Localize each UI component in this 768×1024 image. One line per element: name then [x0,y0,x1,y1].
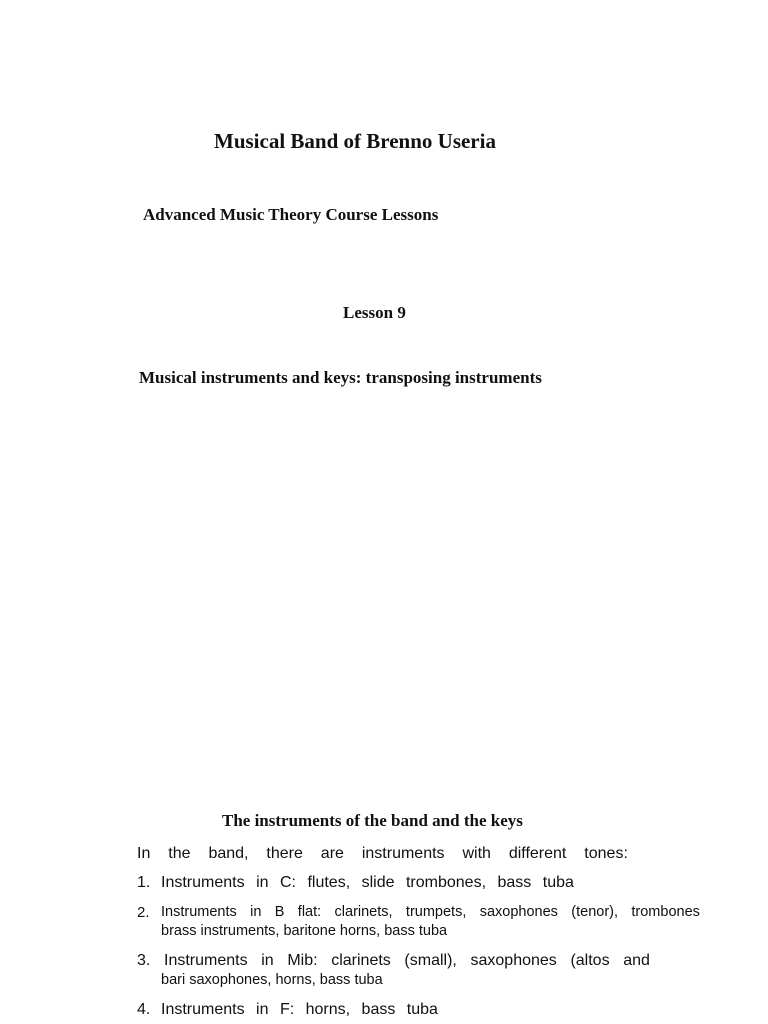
word: in [256,1001,269,1018]
word: tones: [584,845,628,862]
word: are [320,845,344,862]
word: bass [497,874,532,891]
word: saxophones [479,904,558,920]
word: trumpets, [405,904,467,920]
word: Instruments [161,874,245,891]
list-item-number: 4. [137,1001,151,1018]
word: clarinets, [334,904,393,920]
word: Mib: [287,952,318,969]
word: bass [361,1001,396,1018]
word: in [250,904,262,920]
word: saxophones [470,952,557,969]
word: C: [279,874,296,891]
word: in [256,874,269,891]
word: tuba [406,1001,438,1018]
lesson-number: Lesson 9 [343,303,406,322]
list-item-number: 3. [137,952,151,969]
list-item-text [164,952,650,970]
section-heading: The instruments of the band and the keys [222,811,523,830]
lesson-topic: Musical instruments and keys: transposing instruments [139,368,542,387]
word: flutes, [307,874,351,891]
list-item-text [161,874,574,892]
word: In [137,845,151,862]
word: with [462,845,491,862]
list-item-number: 1. [137,874,151,891]
word: slide [361,874,395,891]
word: clarinets [331,952,391,969]
word: (tenor), [571,904,619,920]
word: different [508,845,567,862]
word: horns, [305,1001,351,1018]
word: trombones [631,904,700,920]
list-item-number: 2. [137,904,150,921]
document-title: Musical Band of Brenno Useria [214,129,496,153]
word: (altos [570,952,610,969]
word: band, [208,845,249,862]
word: Instruments [161,1001,245,1018]
list-item-text [161,904,700,920]
word: F: [279,1001,295,1018]
list-item-text [161,1001,438,1019]
list-item-continuation: bari saxophones, horns, bass tuba [161,972,383,988]
word: Instruments [161,904,237,920]
word: the [168,845,191,862]
word: flat: [297,904,322,920]
word: B [274,904,285,920]
word: in [261,952,274,969]
word: instruments [361,845,445,862]
word: Instruments [164,952,248,969]
intro-paragraph [137,845,628,863]
word: there [266,845,303,862]
word: trombones, [405,874,487,891]
word: tuba [542,874,574,891]
word: and [623,952,650,969]
course-subtitle: Advanced Music Theory Course Lessons [143,205,439,224]
list-item-continuation: brass instruments, baritone horns, bass tuba [161,923,448,939]
word: (small), [404,952,457,969]
